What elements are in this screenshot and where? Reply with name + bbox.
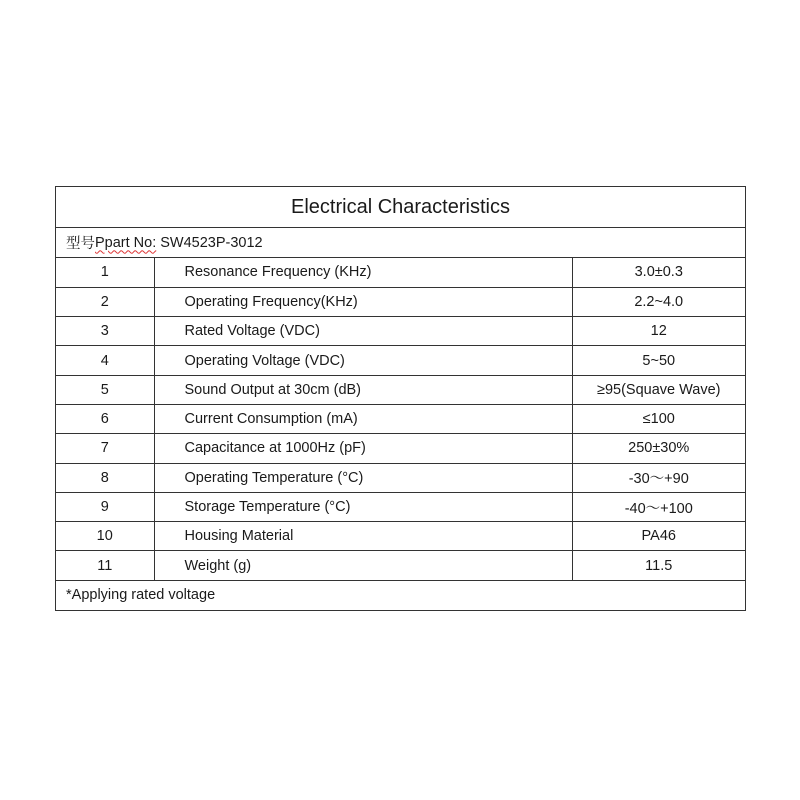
footnote: *Applying rated voltage bbox=[66, 587, 216, 604]
table-row bbox=[56, 258, 745, 287]
row-number: 2 bbox=[56, 287, 154, 316]
parameter-name: Storage Temperature (°C) bbox=[154, 492, 572, 521]
parameter-name: Operating Voltage (VDC) bbox=[154, 346, 572, 375]
parameter-name: Capacitance at 1000Hz (pF) bbox=[154, 434, 572, 463]
parameter-value: PA46 bbox=[572, 522, 745, 551]
parameter-name: Rated Voltage (VDC) bbox=[154, 317, 572, 346]
sheet-title: Electrical Characteristics bbox=[56, 187, 745, 228]
table-row bbox=[56, 492, 745, 521]
part-label-en: Ppart No: bbox=[95, 234, 157, 251]
parameter-name: Weight (g) bbox=[154, 551, 572, 580]
parameter-name: Housing Material bbox=[154, 522, 572, 551]
table-row bbox=[56, 522, 745, 551]
row-number: 7 bbox=[56, 434, 154, 463]
parameter-name: Current Consumption (mA) bbox=[154, 404, 572, 433]
parameter-value: ≤100 bbox=[572, 404, 745, 433]
table-row bbox=[56, 463, 745, 492]
row-number: 11 bbox=[56, 551, 154, 580]
table-row bbox=[56, 404, 745, 433]
table-row bbox=[56, 375, 745, 404]
parameter-name: Operating Frequency(KHz) bbox=[154, 287, 572, 316]
parameter-name: Operating Temperature (°C) bbox=[154, 463, 572, 492]
table-row bbox=[56, 287, 745, 316]
row-number: 3 bbox=[56, 317, 154, 346]
table-row bbox=[56, 551, 745, 580]
spec-table bbox=[56, 258, 745, 581]
part-number-row bbox=[56, 228, 745, 258]
parameter-value: 2.2~4.0 bbox=[572, 287, 745, 316]
row-number: 10 bbox=[56, 522, 154, 551]
row-number: 6 bbox=[56, 404, 154, 433]
parameter-value: 250±30% bbox=[572, 434, 745, 463]
parameter-name: Resonance Frequency (KHz) bbox=[154, 258, 572, 287]
parameter-value: 12 bbox=[572, 317, 745, 346]
parameter-name: Sound Output at 30cm (dB) bbox=[154, 375, 572, 404]
table-row bbox=[56, 317, 745, 346]
part-label-cn: 型号 bbox=[66, 236, 95, 252]
row-number: 1 bbox=[56, 258, 154, 287]
row-number: 4 bbox=[56, 346, 154, 375]
part-number-value: SW4523P-3012 bbox=[160, 234, 263, 251]
parameter-value: -40～+100 bbox=[572, 492, 745, 521]
table-row bbox=[56, 346, 745, 375]
parameter-value: ≥95(Squave Wave) bbox=[572, 375, 745, 404]
parameter-value: 3.0±0.3 bbox=[572, 258, 745, 287]
table-row bbox=[56, 434, 745, 463]
parameter-value: 11.5 bbox=[572, 551, 745, 580]
spec-sheet bbox=[55, 186, 746, 611]
parameter-value: -30～+90 bbox=[572, 463, 745, 492]
row-number: 5 bbox=[56, 375, 154, 404]
row-number: 8 bbox=[56, 463, 154, 492]
parameter-value: 5~50 bbox=[572, 346, 745, 375]
row-number: 9 bbox=[56, 492, 154, 521]
